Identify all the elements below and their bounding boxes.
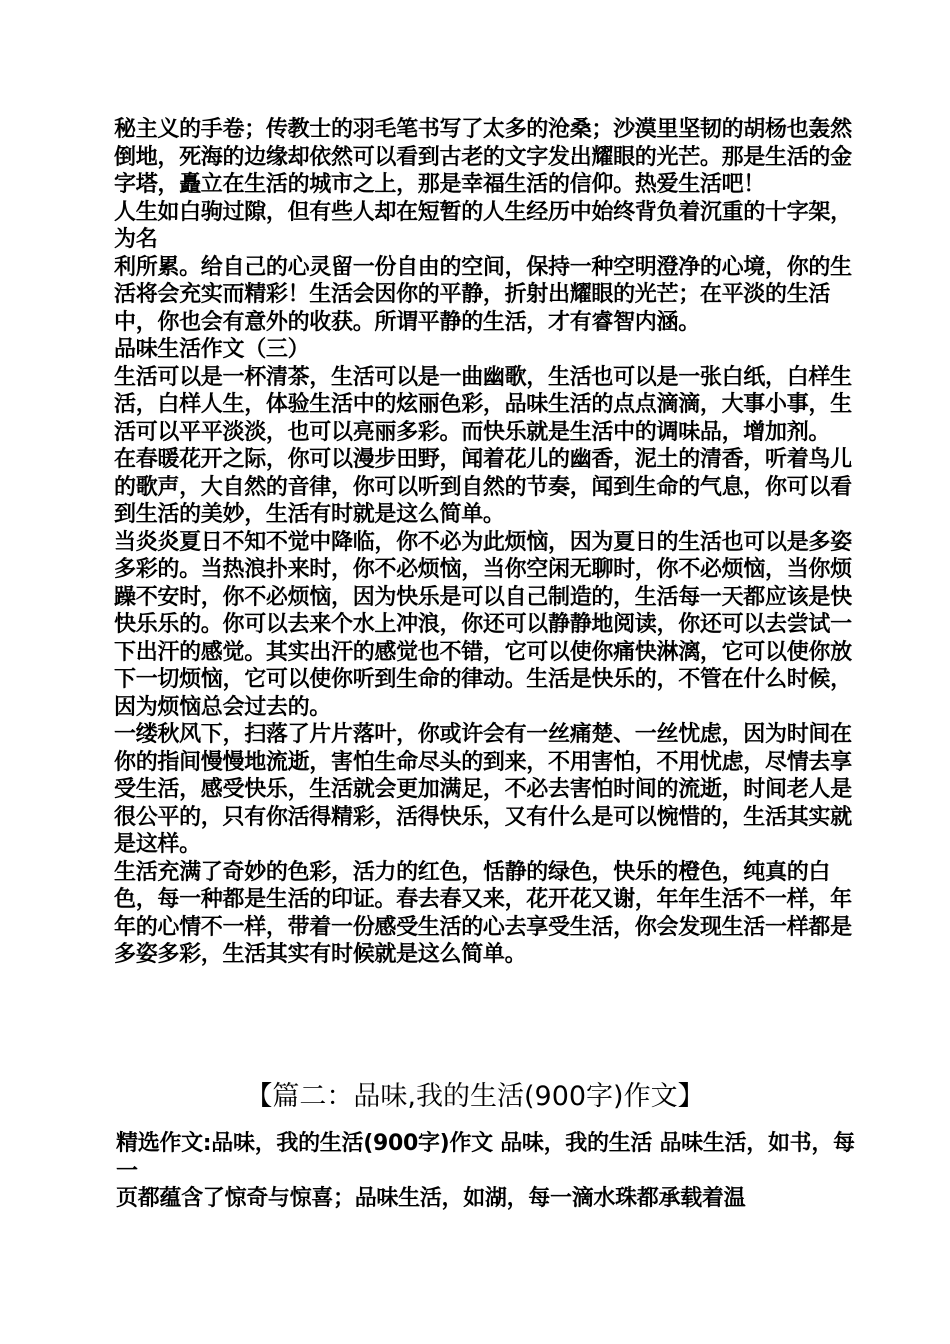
article-heading: 【篇二：品味,我的生活(900字)作文】 [245,1081,705,1112]
paragraph: 一缕秋风下，扫落了片片落叶，你或许会有一丝痛楚、一丝忧虑，因为时间在你的指间慢慢地流逝，害怕生命尽头的到来，不用害怕，不用忧虑，尽情去享受生活，感受快乐，生活就会更加满足，不必去害怕时间的流逝，时间老人是很公平的，只有你活得精彩，活得快乐，又有什么是可以惋惜的，生活其实就是这样。 [114,722,852,857]
paragraph: 当炎炎夏日不知不觉中降临，你不必为此烦恼，因为夏日的生活也可以是多姿多彩的。当热浪扑来时，你不必烦恼，当你空闲无聊时，你不必烦恼，当你烦躁不安时，你不必烦恼，因为快乐是可以自己制造的，生活每一天都应该是快快乐乐的。你可以去来个水上冲浪，你还可以静静地阅读，你还可以去尝试一下出汗的感觉。其实出汗的感觉也不错，它可以使你痛快淋漓，它可以使你放下一切烦恼，它可以使你听到生命的律动。生活是快乐的，不管在什么时候，因为烦恼总会过去的。 [114,529,852,720]
paragraph: 生活可以是一杯清茶，生活可以是一曲幽歌，生活也可以是一张白纸，白样生活，白样人生，体验生活中的炫丽色彩，品味生活的点点滴滴，大事小事，生活可以平平淡淡，也可以亮丽多彩。而快乐就是生活中的调味品，增加剂。 [114,364,852,445]
paragraph: 生活充满了奇妙的色彩，活力的红色，恬静的绿色，快乐的橙色，纯真的白色，每一种都是生活的印证。春去春又来，花开花又谢，年年生活不一样，年年的心情不一样，带着一份感受生活的心去享受生活，你会发现生活一样都是多姿多彩，生活其实有时候就是这么简单。 [114,859,852,967]
paragraph: 利所累。给自己的心灵留一份自由的空间，保持一种空明澄净的心境，你的生活将会充实而精彩！生活会因你的平静，折射出耀眼的光芒；在平淡的生活中，你也会有意外的收获。所谓平静的生活，才有睿智内涵。 [114,254,852,335]
paragraph: 页都蕴含了惊奇与惊喜；品味生活，如湖，每一滴水珠都承载着温 [116,1186,746,1211]
body-text-section-2 [116,1130,856,1213]
paragraph: 人生如白驹过隙，但有些人却在短暂的人生经历中始终背负着沉重的十字架，为名 [114,199,852,252]
paragraph: 在春暖花开之际，你可以漫步田野，闻着花儿的幽香，泥土的清香，听着鸟儿的歌声，大自然的音律，你可以听到自然的节奏，闻到生命的气息，你可以看到生活的美妙，生活有时就是这么简单。 [114,447,852,527]
section-title: 品味生活作文（三） [114,337,310,362]
paragraph: 精选作文:品味，我的生活(900字)作文 品味，我的生活 品味生活，如书，每一 [116,1131,855,1184]
paragraph: 秘主义的手卷；传教士的羽毛笔书写了太多的沧桑；沙漠里坚韧的胡杨也轰然倒地，死海的边缘却依然可以看到古老的文字发出耀眼的光芒。那是生活的金字塔，矗立在生活的城市之上，那是幸福生活的信仰。热爱生活吧！ [114,117,852,197]
body-text-section-1 [114,116,854,969]
